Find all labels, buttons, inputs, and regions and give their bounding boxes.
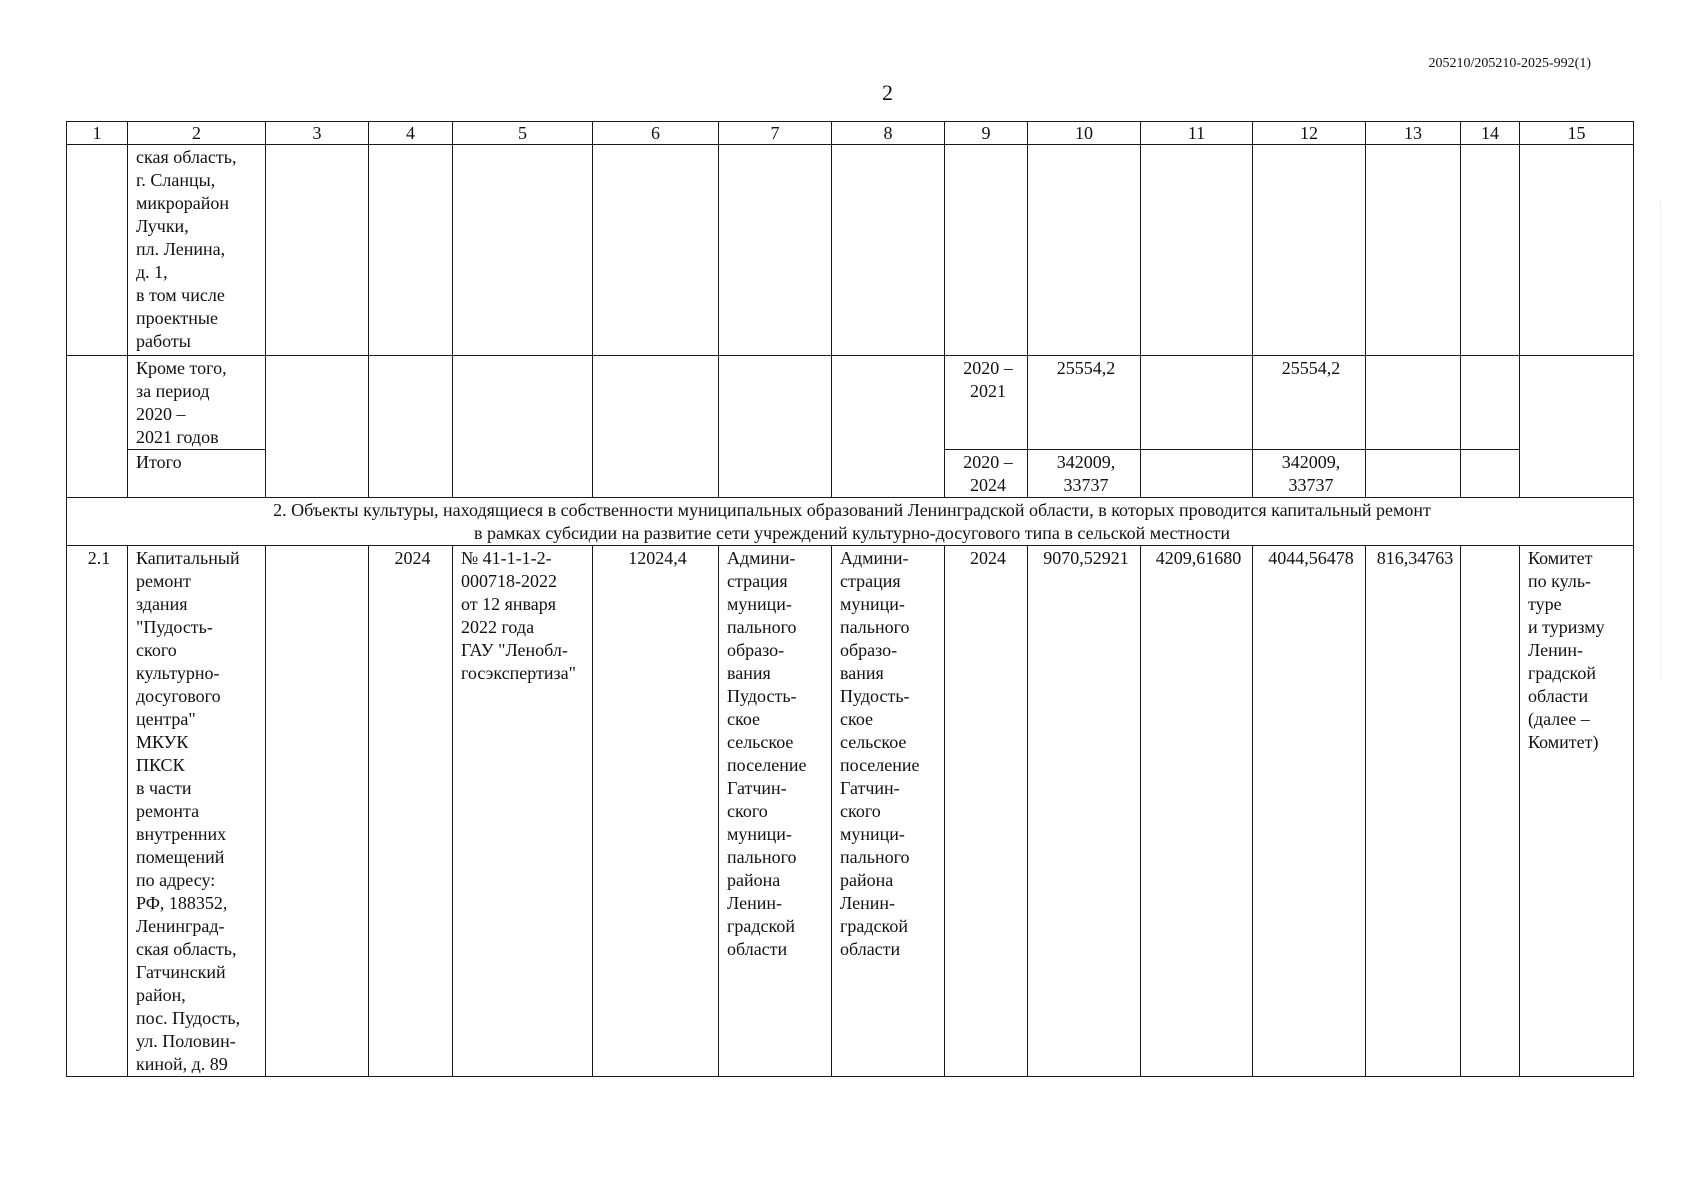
amount-cell: 816,34763 <box>1366 546 1461 1077</box>
table-row-2-1 <box>67 546 1634 1077</box>
cost-cell: 12024,4 <box>593 546 719 1077</box>
cell <box>1366 356 1461 450</box>
amount-cell: 4209,61680 <box>1141 546 1253 1077</box>
cell <box>1520 356 1634 498</box>
cell <box>719 145 832 356</box>
cell <box>266 546 369 1077</box>
amount-cell: 25554,2 <box>1253 356 1366 450</box>
cell <box>945 145 1028 356</box>
cell <box>453 145 593 356</box>
cell <box>1253 145 1366 356</box>
col-number: 5 <box>453 122 593 145</box>
cell <box>67 145 128 356</box>
section-title: 2. Объекты культуры, находящиеся в собственности муниципальных образований Ленинградской области, в которых проводится капитальный ремонт в рамках субсидии на развитие сети учреждений культурно-досугового типа в сельской местности <box>67 498 1634 546</box>
register-table <box>66 121 1634 1077</box>
col-number: 1 <box>67 122 128 145</box>
cell <box>719 356 832 498</box>
cell <box>1461 145 1520 356</box>
period-cell: 2020 – 2021 <box>945 356 1028 450</box>
page-number: 2 <box>882 80 893 105</box>
col-number: 12 <box>1253 122 1366 145</box>
section-heading-row <box>67 498 1634 546</box>
col-number: 13 <box>1366 122 1461 145</box>
year-cell: 2024 <box>369 546 453 1077</box>
cell <box>1141 145 1253 356</box>
object-address-cell: ская область, г. Сланцы, микрорайон Лучки, пл. Ленина, д. 1, в том числе проектные работы <box>128 145 266 356</box>
amount-cell: 9070,52921 <box>1028 546 1141 1077</box>
developer-cell: Админи- страция муници- пального образо- вания Пудость- ское сельское поселение Гатчин- ского муници- пального района Ленин- градской области <box>832 546 945 1077</box>
amount-cell: 25554,2 <box>1028 356 1141 450</box>
col-number: 11 <box>1141 122 1253 145</box>
row-number-cell: 2.1 <box>67 546 128 1077</box>
col-number: 15 <box>1520 122 1634 145</box>
amount-cell: 342009, 33737 <box>1028 450 1141 498</box>
cell <box>1141 450 1253 498</box>
table-row-continuation <box>67 145 1634 356</box>
cell <box>1141 356 1253 450</box>
col-number: 4 <box>369 122 453 145</box>
column-number-row <box>67 122 1634 145</box>
cell <box>453 356 593 498</box>
cell <box>1366 145 1461 356</box>
col-number: 14 <box>1461 122 1520 145</box>
cell <box>1520 145 1634 356</box>
col-number: 7 <box>719 122 832 145</box>
cell <box>266 145 369 356</box>
period-cell: 2020 – 2024 <box>945 450 1028 498</box>
amount-cell: 342009, 33737 <box>1253 450 1366 498</box>
cell <box>593 145 719 356</box>
col-number: 10 <box>1028 122 1141 145</box>
col-number: 6 <box>593 122 719 145</box>
scan-edge-mark <box>1660 200 1675 680</box>
cell <box>369 356 453 498</box>
extra-period-label: Кроме того, за период 2020 – 2021 годов <box>128 356 266 450</box>
period-cell: 2024 <box>945 546 1028 1077</box>
object-name-cell: Капитальный ремонт здания "Пудость- ского культурно- досугового центра" МКУК ПКСК в части ремонта внутренних помещений по адресу: РФ, 188352, Ленинград- ская область, Гатчинский район, пос. Пудость, ул. Половин- киной, д. 89 <box>128 546 266 1077</box>
col-number: 2 <box>128 122 266 145</box>
cell <box>1028 145 1141 356</box>
col-number: 9 <box>945 122 1028 145</box>
col-number: 8 <box>832 122 945 145</box>
cell <box>67 356 128 498</box>
cell <box>832 356 945 498</box>
expertise-cell: № 41-1-1-2- 000718-2022 от 12 января 2022 года ГАУ "Ленобл- госэкспертиза" <box>453 546 593 1077</box>
cell <box>1366 450 1461 498</box>
cell <box>593 356 719 498</box>
cell <box>369 145 453 356</box>
amount-cell: 4044,56478 <box>1253 546 1366 1077</box>
responsible-cell: Комитет по куль- туре и туризму Ленин- градской области (далее – Комитет) <box>1520 546 1634 1077</box>
customer-cell: Админи- страция муници- пального образо- вания Пудость- ское сельское поселение Гатчин- ского муници- пального района Ленин- градской области <box>719 546 832 1077</box>
total-label: Итого <box>128 450 266 498</box>
cell <box>266 356 369 498</box>
cell <box>1461 356 1520 450</box>
cell <box>1461 450 1520 498</box>
table-row-extra-period <box>67 356 1634 450</box>
cell <box>832 145 945 356</box>
cell <box>1461 546 1520 1077</box>
document-id: 205210/205210-2025-992(1) <box>1428 56 1591 71</box>
col-number: 3 <box>266 122 369 145</box>
